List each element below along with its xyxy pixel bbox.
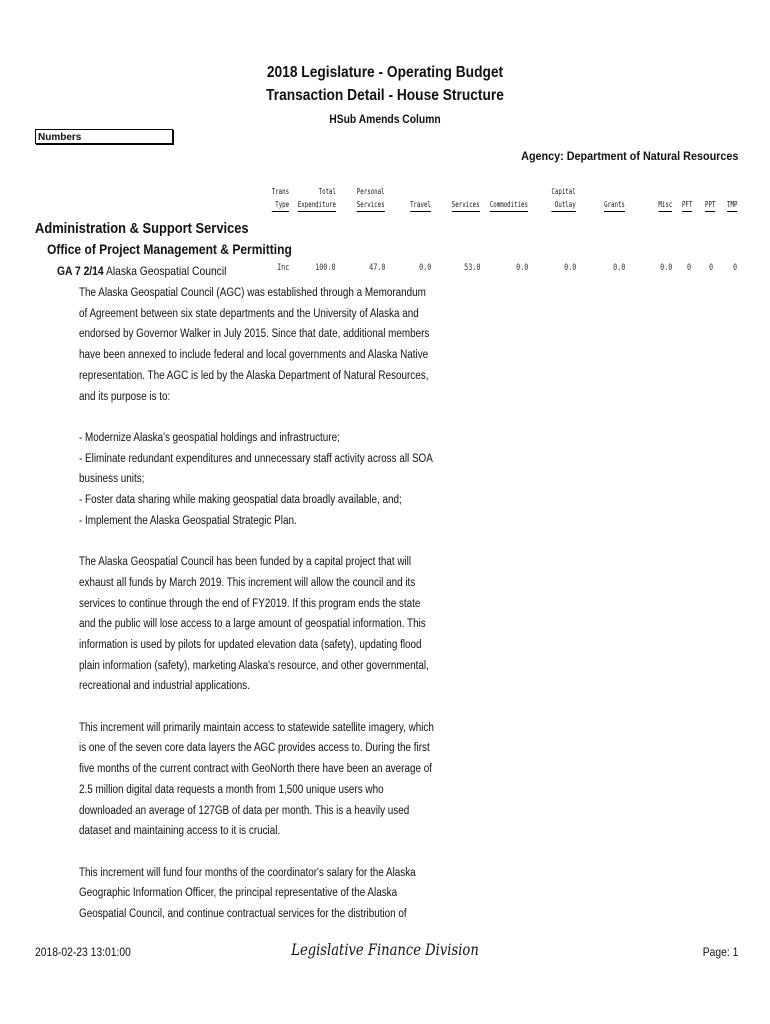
description-paragraph: The Alaska Geospatial Council has been funded by a capital project that will exhaust all funds by March 2019. This increment will allow the council and its services to continue through the end of FY2019. If this program ends the state and the public will lose access to a large amount of geospatial information. This information is used by pilots for updated elevation data (safety), updating flood plain information (safety), marketing Alaska's resource, and other governmental, recreational and industrial applications. (79, 556, 429, 693)
col-ppt-l2: PPT (705, 198, 715, 212)
col-capital-l1: Capital (551, 187, 576, 196)
transaction-id: GA 7 2/14 (57, 264, 104, 278)
report-column-name: HSub Amends Column (329, 112, 441, 126)
footer-page-number: Page: 1 (702, 945, 738, 959)
value-capital-outlay: 0.0 (563, 263, 576, 273)
col-pft-l2: PFT (682, 198, 692, 212)
value-services: 53.0 (463, 263, 480, 273)
col-personal-services (357, 185, 385, 212)
col-tmp-l1 (734, 187, 737, 196)
value-commodities: 0.0 (515, 263, 528, 273)
col-commodities-l2: Commodities (490, 198, 528, 212)
value-travel: 0.0 (418, 263, 431, 273)
agency-label: Agency: Department of Natural Resources (520, 149, 738, 163)
col-services (452, 185, 480, 212)
col-tmp-l2: TMP (727, 198, 737, 212)
transaction-title (57, 264, 226, 278)
col-trans-type (272, 185, 289, 212)
col-misc (658, 185, 672, 212)
description-bullets: - Modernize Alaska's geospatial holdings and infrastructure; - Eliminate redundant expenditures and unnecessary staff activity across all SOA business units; - Foster data sharing while making geospatial data broadly available, and; - Implement the Alaska Geospatial Strategic Plan. (79, 431, 433, 527)
footer-division-logo: Legislative Finance Division (291, 940, 479, 959)
value-trans-type: Inc (276, 263, 289, 273)
numbers-label-box: Numbers (35, 129, 173, 144)
description-paragraph: This increment will fund four months of the coordinator's salary for the Alaska Geographic Information Officer, the principal representative of the Alaska Geospatial Council, and continue contractual services for the distribution of (79, 866, 416, 921)
value-misc: 0.0 (659, 263, 672, 273)
col-grants-l1 (622, 187, 625, 196)
col-ppt (705, 185, 715, 212)
col-total-l1: Total (318, 187, 336, 196)
value-pft: 0 (686, 263, 691, 273)
col-misc-l1 (669, 187, 672, 196)
subsection-heading: Office of Project Management & Permitting (47, 241, 292, 257)
col-capital-outlay (552, 185, 576, 212)
col-trans-type-l2: Type (272, 198, 289, 212)
col-misc-l2: Misc (658, 198, 672, 212)
section-heading: Administration & Support Services (35, 220, 249, 237)
report-subtitle: Transaction Detail - House Structure (266, 87, 504, 104)
col-grants-l2: Grants (604, 198, 625, 212)
transaction-description (79, 283, 436, 945)
col-services-l2: Services (452, 198, 480, 212)
col-services-l1 (477, 187, 480, 196)
col-pft-l1 (689, 187, 692, 196)
col-travel (410, 185, 431, 212)
col-travel-l2: Travel (410, 198, 431, 212)
transaction-name: Alaska Geospatial Council (105, 264, 227, 278)
col-personal-l1: Personal (357, 187, 385, 196)
col-total-l2: Expenditure (298, 198, 336, 212)
value-total-expenditure: 100.0 (315, 263, 336, 273)
col-commodities (490, 185, 528, 212)
col-personal-l2: Services (357, 198, 385, 212)
description-paragraph: This increment will primarily maintain access to statewide satellite imagery, which is one of the seven core data layers the AGC provides access to. During the first five months of the current contract with GeoNorth there have been an average of 2.5 million digital data requests a month from 1,500 unique users who downloaded an average of 127GB of data per month. This is a heavily used dataset and maintaining access to it is crucial. (79, 721, 434, 838)
report-title: 2018 Legislature - Operating Budget (266, 64, 504, 81)
col-total-expenditure (298, 185, 336, 212)
value-ppt: 0 (708, 263, 713, 273)
col-pft (682, 185, 692, 212)
description-paragraph: The Alaska Geospatial Council (AGC) was established through a Memorandum of Agreement between six state departments and the University of Alaska and endorsed by Governor Walker in July 2015. Since that date, additional members have been annexed to include federal and local governments and Alaska Native representation. The AGC is led by the Alaska Department of Natural Resources, and its purpose is to: (79, 287, 430, 403)
col-trans-type-l1: Trans (271, 187, 289, 196)
col-ppt-l1 (712, 187, 715, 196)
col-tmp (727, 185, 737, 212)
col-commodities-l1 (525, 187, 528, 196)
value-grants: 0.0 (612, 263, 625, 273)
value-tmp: 0 (732, 263, 737, 273)
value-personal-services: 47.0 (368, 263, 385, 273)
col-travel-l1 (428, 187, 431, 196)
col-capital-l2: Outlay (552, 198, 576, 212)
col-grants (604, 185, 625, 212)
footer-datetime: 2018-02-23 13:01:00 (35, 945, 131, 959)
